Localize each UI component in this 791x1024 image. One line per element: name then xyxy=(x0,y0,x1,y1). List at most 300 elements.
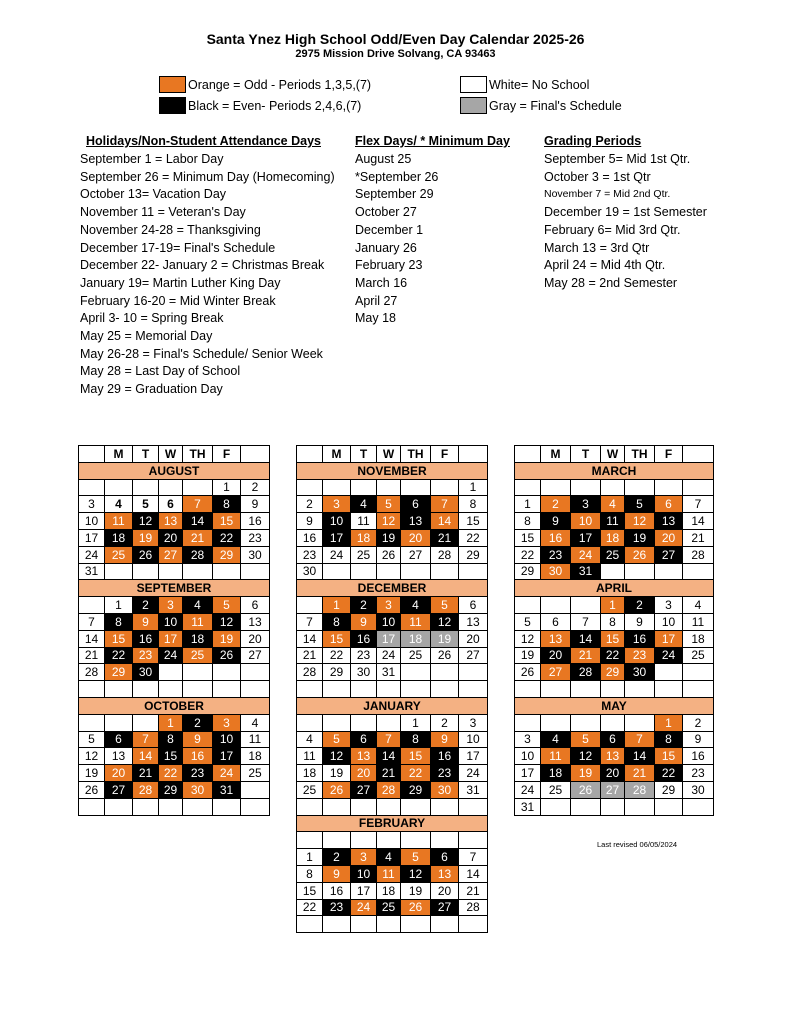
month-name: AUGUST xyxy=(79,462,270,479)
legend-odd xyxy=(159,76,371,93)
day-cell: 17 xyxy=(323,529,351,546)
day-cell xyxy=(377,916,401,933)
list-item: December 22- January 2 = Christmas Break xyxy=(80,258,325,273)
day-cell: 20 xyxy=(655,529,683,546)
day-cell: 1 xyxy=(323,597,351,614)
day-cell: 17 xyxy=(79,529,105,546)
weekday-header: TH xyxy=(625,446,655,463)
weekday-header: W xyxy=(377,446,401,463)
weekday-header: F xyxy=(213,446,241,463)
day-cell xyxy=(159,681,183,698)
day-cell: 7 xyxy=(431,496,459,513)
day-cell: 28 xyxy=(133,781,159,798)
legend-even xyxy=(159,97,361,114)
day-cell: 15 xyxy=(323,630,351,647)
day-cell: 30 xyxy=(133,664,159,681)
day-cell: 22 xyxy=(213,529,241,546)
day-cell: 4 xyxy=(351,496,377,513)
list-item: November 7 = Mid 2nd Qtr. xyxy=(544,188,671,201)
week-row xyxy=(515,496,714,513)
month-header-row xyxy=(515,697,714,714)
weekday-header xyxy=(79,446,105,463)
week-row xyxy=(515,664,714,681)
day-cell xyxy=(571,597,601,614)
final-swatch xyxy=(460,97,487,114)
month-header-row xyxy=(297,580,488,597)
day-cell xyxy=(683,479,714,496)
day-cell xyxy=(625,714,655,731)
day-cell: 2 xyxy=(625,597,655,614)
day-cell: 14 xyxy=(459,865,488,882)
week-row xyxy=(515,798,714,815)
day-cell xyxy=(351,832,377,849)
day-cell: 28 xyxy=(183,546,213,563)
day-cell xyxy=(323,479,351,496)
day-cell: 21 xyxy=(133,765,159,782)
day-cell xyxy=(515,714,541,731)
day-cell xyxy=(683,664,714,681)
day-cell: 31 xyxy=(571,563,601,580)
weekday-header xyxy=(459,446,488,463)
day-cell xyxy=(571,681,601,698)
day-cell: 13 xyxy=(601,748,625,765)
day-cell: 27 xyxy=(351,781,377,798)
day-cell: 9 xyxy=(241,496,270,513)
day-cell: 29 xyxy=(401,781,431,798)
day-cell: 13 xyxy=(459,613,488,630)
week-row xyxy=(515,529,714,546)
day-cell: 29 xyxy=(323,664,351,681)
day-cell: 12 xyxy=(213,613,241,630)
day-cell xyxy=(401,916,431,933)
weekday-header-row xyxy=(79,446,270,463)
day-cell: 29 xyxy=(601,664,625,681)
day-cell: 27 xyxy=(401,546,431,563)
day-cell xyxy=(297,916,323,933)
odd-swatch xyxy=(159,76,186,93)
day-cell: 29 xyxy=(515,563,541,580)
day-cell: 30 xyxy=(351,664,377,681)
weekday-header: W xyxy=(159,446,183,463)
day-cell: 26 xyxy=(401,899,431,916)
day-cell xyxy=(351,479,377,496)
day-cell: 7 xyxy=(683,496,714,513)
day-cell: 18 xyxy=(377,882,401,899)
day-cell: 25 xyxy=(683,647,714,664)
list-item: February 23 xyxy=(355,258,423,273)
day-cell xyxy=(683,563,714,580)
day-cell: 26 xyxy=(323,781,351,798)
day-cell xyxy=(105,563,133,580)
day-cell: 13 xyxy=(401,513,431,530)
day-cell: 6 xyxy=(401,496,431,513)
day-cell: 3 xyxy=(79,496,105,513)
grading-heading: Grading Periods xyxy=(544,134,642,148)
day-cell: 12 xyxy=(571,748,601,765)
day-cell xyxy=(459,832,488,849)
day-cell: 16 xyxy=(297,529,323,546)
week-row xyxy=(297,849,488,866)
day-cell: 28 xyxy=(377,781,401,798)
month-header-row xyxy=(79,580,270,597)
day-cell: 15 xyxy=(159,748,183,765)
week-row xyxy=(515,479,714,496)
page-title: Santa Ynez High School Odd/Even Day Calendar 2025-26 xyxy=(206,31,585,47)
week-row xyxy=(515,748,714,765)
day-cell: 8 xyxy=(105,613,133,630)
day-cell: 12 xyxy=(515,630,541,647)
calendar-column-2 xyxy=(296,445,488,933)
week-row xyxy=(297,597,488,614)
day-cell: 20 xyxy=(105,765,133,782)
day-cell: 25 xyxy=(601,546,625,563)
day-cell: 18 xyxy=(297,765,323,782)
day-cell xyxy=(377,681,401,698)
day-cell: 19 xyxy=(625,529,655,546)
day-cell: 8 xyxy=(401,731,431,748)
list-item: May 28 = 2nd Semester xyxy=(544,275,678,290)
day-cell: 22 xyxy=(601,647,625,664)
day-cell: 18 xyxy=(105,529,133,546)
day-cell: 21 xyxy=(459,882,488,899)
day-cell: 9 xyxy=(625,613,655,630)
day-cell: 14 xyxy=(79,630,105,647)
day-cell: 12 xyxy=(401,865,431,882)
week-row xyxy=(515,546,714,563)
day-cell: 11 xyxy=(297,748,323,765)
day-cell: 2 xyxy=(683,714,714,731)
day-cell: 6 xyxy=(159,496,183,513)
day-cell: 25 xyxy=(297,781,323,798)
day-cell: 31 xyxy=(79,563,105,580)
day-cell: 6 xyxy=(655,496,683,513)
day-cell xyxy=(297,832,323,849)
day-cell: 1 xyxy=(297,849,323,866)
day-cell xyxy=(401,479,431,496)
month-name: SEPTEMBER xyxy=(79,580,270,597)
day-cell: 17 xyxy=(351,882,377,899)
day-cell: 24 xyxy=(655,647,683,664)
day-cell: 3 xyxy=(571,496,601,513)
day-cell: 13 xyxy=(105,748,133,765)
day-cell: 28 xyxy=(79,664,105,681)
day-cell: 1 xyxy=(401,714,431,731)
list-item: October 13= Vacation Day xyxy=(80,187,227,202)
day-cell xyxy=(431,479,459,496)
day-cell: 7 xyxy=(297,613,323,630)
day-cell: 26 xyxy=(431,647,459,664)
day-cell: 12 xyxy=(79,748,105,765)
day-cell: 28 xyxy=(297,664,323,681)
list-item: September 26 = Minimum Day (Homecoming) xyxy=(80,169,335,184)
week-row xyxy=(515,714,714,731)
day-cell xyxy=(515,597,541,614)
week-row xyxy=(297,798,488,815)
week-row xyxy=(79,529,270,546)
day-cell: 21 xyxy=(431,529,459,546)
list-item: December 1 xyxy=(355,222,424,237)
day-cell: 20 xyxy=(459,630,488,647)
list-item: October 3 = 1st Qtr xyxy=(544,169,651,184)
day-cell: 14 xyxy=(297,630,323,647)
weekday-header: M xyxy=(541,446,571,463)
day-cell: 9 xyxy=(297,513,323,530)
day-cell: 31 xyxy=(459,781,488,798)
week-row xyxy=(297,832,488,849)
day-cell xyxy=(241,798,270,815)
day-cell: 24 xyxy=(351,899,377,916)
day-cell: 3 xyxy=(655,597,683,614)
day-cell: 21 xyxy=(183,529,213,546)
day-cell: 20 xyxy=(241,630,270,647)
day-cell xyxy=(459,798,488,815)
day-cell xyxy=(323,832,351,849)
day-cell: 28 xyxy=(571,664,601,681)
day-cell: 8 xyxy=(159,731,183,748)
day-cell: 20 xyxy=(159,529,183,546)
week-row xyxy=(297,899,488,916)
day-cell: 17 xyxy=(459,748,488,765)
day-cell: 22 xyxy=(159,765,183,782)
day-cell xyxy=(351,916,377,933)
day-cell: 23 xyxy=(683,765,714,782)
day-cell xyxy=(625,563,655,580)
day-cell: 27 xyxy=(601,781,625,798)
week-row xyxy=(297,563,488,580)
day-cell: 22 xyxy=(323,647,351,664)
day-cell xyxy=(655,798,683,815)
day-cell: 15 xyxy=(213,513,241,530)
day-cell: 25 xyxy=(351,546,377,563)
day-cell xyxy=(571,798,601,815)
day-cell xyxy=(351,563,377,580)
list-item: October 27 xyxy=(355,205,417,220)
month-name: MAY xyxy=(515,697,714,714)
day-cell: 18 xyxy=(401,630,431,647)
day-cell xyxy=(515,479,541,496)
list-item: February 6= Mid 3rd Qtr. xyxy=(544,222,681,237)
list-item: May 29 = Graduation Day xyxy=(80,382,223,397)
day-cell: 21 xyxy=(377,765,401,782)
week-row xyxy=(79,546,270,563)
day-cell xyxy=(459,664,488,681)
day-cell xyxy=(541,597,571,614)
day-cell: 11 xyxy=(541,748,571,765)
day-cell: 1 xyxy=(459,479,488,496)
day-cell: 3 xyxy=(459,714,488,731)
day-cell: 24 xyxy=(459,765,488,782)
day-cell: 28 xyxy=(683,546,714,563)
legend-no-school-label: White= No School xyxy=(489,77,590,92)
day-cell xyxy=(351,714,377,731)
legend-odd-label: Orange = Odd - Periods 1,3,5,(7) xyxy=(188,77,372,92)
day-cell: 11 xyxy=(105,513,133,530)
day-cell: 10 xyxy=(213,731,241,748)
day-cell: 13 xyxy=(655,513,683,530)
day-cell xyxy=(541,681,571,698)
day-cell: 5 xyxy=(571,731,601,748)
day-cell: 6 xyxy=(351,731,377,748)
grading-column xyxy=(544,133,707,293)
day-cell xyxy=(601,798,625,815)
day-cell xyxy=(431,664,459,681)
day-cell xyxy=(459,563,488,580)
day-cell: 22 xyxy=(105,647,133,664)
weekday-header xyxy=(241,446,270,463)
week-row xyxy=(515,765,714,782)
day-cell: 2 xyxy=(323,849,351,866)
list-item: November 24-28 = Thanksgiving xyxy=(80,222,261,237)
list-item: December 19 = 1st Semester xyxy=(544,205,707,220)
day-cell: 4 xyxy=(377,849,401,866)
day-cell: 26 xyxy=(79,781,105,798)
day-cell xyxy=(601,563,625,580)
day-cell: 4 xyxy=(105,496,133,513)
day-cell xyxy=(401,563,431,580)
day-cell xyxy=(297,479,323,496)
day-cell: 16 xyxy=(683,748,714,765)
day-cell: 19 xyxy=(401,882,431,899)
day-cell: 13 xyxy=(241,613,270,630)
day-cell: 29 xyxy=(213,546,241,563)
day-cell: 23 xyxy=(183,765,213,782)
day-cell: 17 xyxy=(571,529,601,546)
day-cell: 6 xyxy=(601,731,625,748)
day-cell: 18 xyxy=(601,529,625,546)
week-row xyxy=(79,479,270,496)
day-cell: 16 xyxy=(351,630,377,647)
day-cell: 2 xyxy=(541,496,571,513)
day-cell: 27 xyxy=(541,664,571,681)
day-cell: 22 xyxy=(297,899,323,916)
day-cell xyxy=(323,714,351,731)
day-cell: 1 xyxy=(655,714,683,731)
day-cell: 26 xyxy=(133,546,159,563)
day-cell xyxy=(655,681,683,698)
day-cell: 30 xyxy=(541,563,571,580)
day-cell: 5 xyxy=(213,597,241,614)
day-cell xyxy=(655,563,683,580)
day-cell: 16 xyxy=(625,630,655,647)
week-row xyxy=(297,714,488,731)
day-cell: 4 xyxy=(241,714,270,731)
day-cell: 5 xyxy=(133,496,159,513)
day-cell: 28 xyxy=(625,781,655,798)
month-name: DECEMBER xyxy=(297,580,488,597)
day-cell xyxy=(79,597,105,614)
day-cell: 21 xyxy=(683,529,714,546)
day-cell: 7 xyxy=(183,496,213,513)
day-cell: 27 xyxy=(431,899,459,916)
week-row xyxy=(297,630,488,647)
day-cell: 23 xyxy=(241,529,270,546)
day-cell: 22 xyxy=(401,765,431,782)
day-cell: 6 xyxy=(241,597,270,614)
calendar-column-3 xyxy=(514,445,714,816)
week-row xyxy=(515,781,714,798)
day-cell: 12 xyxy=(323,748,351,765)
day-cell: 17 xyxy=(377,630,401,647)
day-cell: 9 xyxy=(323,865,351,882)
weekday-header: T xyxy=(351,446,377,463)
day-cell: 21 xyxy=(79,647,105,664)
day-cell: 14 xyxy=(133,748,159,765)
month-header-row xyxy=(79,462,270,479)
day-cell: 4 xyxy=(401,597,431,614)
day-cell: 14 xyxy=(683,513,714,530)
day-cell: 20 xyxy=(431,882,459,899)
day-cell: 24 xyxy=(79,546,105,563)
week-row xyxy=(297,865,488,882)
day-cell: 26 xyxy=(213,647,241,664)
day-cell: 24 xyxy=(213,765,241,782)
day-cell xyxy=(401,664,431,681)
day-cell xyxy=(79,714,105,731)
day-cell xyxy=(351,681,377,698)
day-cell xyxy=(133,681,159,698)
day-cell: 4 xyxy=(601,496,625,513)
day-cell: 26 xyxy=(625,546,655,563)
day-cell: 5 xyxy=(401,849,431,866)
week-row xyxy=(79,513,270,530)
month-name: NOVEMBER xyxy=(297,462,488,479)
week-row xyxy=(297,546,488,563)
day-cell xyxy=(79,681,105,698)
day-cell: 9 xyxy=(683,731,714,748)
day-cell xyxy=(105,479,133,496)
day-cell: 25 xyxy=(377,899,401,916)
list-item: December 17-19= Final's Schedule xyxy=(80,240,276,255)
week-row xyxy=(515,731,714,748)
day-cell xyxy=(133,563,159,580)
week-row xyxy=(79,681,270,698)
day-cell: 14 xyxy=(431,513,459,530)
week-row xyxy=(79,563,270,580)
day-cell: 6 xyxy=(431,849,459,866)
day-cell: 22 xyxy=(459,529,488,546)
day-cell xyxy=(625,479,655,496)
legend-final xyxy=(460,97,622,114)
day-cell: 9 xyxy=(183,731,213,748)
list-item: May 28 = Last Day of School xyxy=(80,364,241,379)
week-row xyxy=(79,613,270,630)
week-row xyxy=(297,496,488,513)
day-cell: 1 xyxy=(213,479,241,496)
day-cell xyxy=(541,479,571,496)
day-cell xyxy=(183,479,213,496)
day-cell: 30 xyxy=(297,563,323,580)
list-item: January 19= Martin Luther King Day xyxy=(80,275,281,290)
week-row xyxy=(79,630,270,647)
month-header-row xyxy=(297,815,488,832)
flex-heading: Flex Days/ * Minimum Day xyxy=(355,134,510,148)
day-cell: 5 xyxy=(323,731,351,748)
day-cell: 13 xyxy=(431,865,459,882)
day-cell xyxy=(79,479,105,496)
list-item: March 13 = 3rd Qtr xyxy=(544,240,650,255)
day-cell: 15 xyxy=(515,529,541,546)
day-cell: 4 xyxy=(541,731,571,748)
day-cell: 10 xyxy=(515,748,541,765)
day-cell: 16 xyxy=(183,748,213,765)
day-cell: 21 xyxy=(571,647,601,664)
day-cell: 26 xyxy=(377,546,401,563)
last-revised-note: Last revised 06/05/2024 xyxy=(597,840,678,849)
day-cell xyxy=(571,714,601,731)
day-cell xyxy=(297,681,323,698)
day-cell xyxy=(183,798,213,815)
day-cell xyxy=(431,832,459,849)
